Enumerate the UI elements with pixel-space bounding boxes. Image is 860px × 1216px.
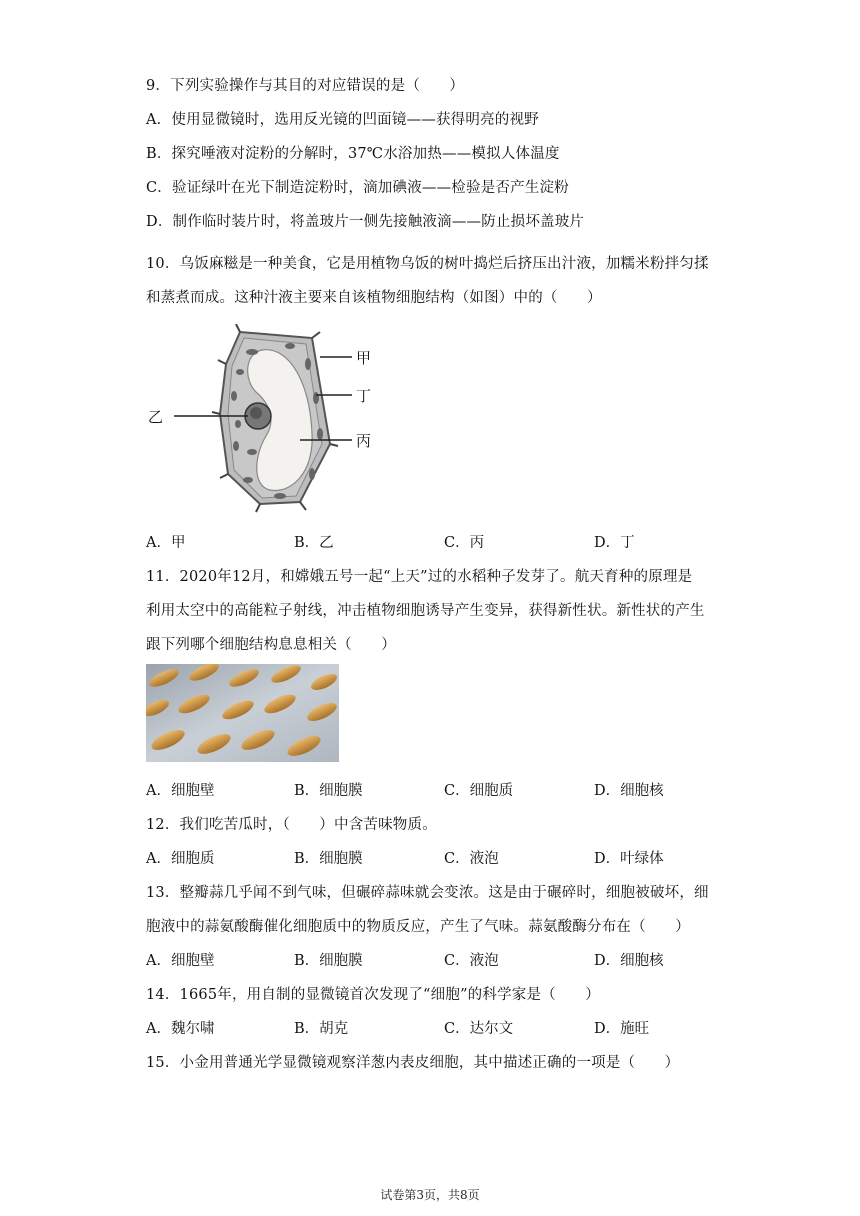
q12-option-a: A．细胞质 (146, 851, 215, 867)
q11-option-a: A．细胞壁 (146, 783, 215, 799)
q10-option-b: B．乙 (294, 535, 334, 551)
label-ding: 丁 (356, 387, 372, 405)
q11-stem-line-1: 11．2020年12月，和嫦娥五号一起“上天”过的水稻种子发芽了。航天育种的原理是 (146, 569, 693, 585)
q9-option-b: B．探究唾液对淀粉的分解时，37℃水浴加热——模拟人体温度 (146, 146, 560, 162)
label-yi: 乙 (148, 408, 164, 426)
q15-stem: 15．小金用普通光学显微镜观察洋葱内表皮细胞，其中描述正确的一项是（ ） (146, 1055, 680, 1071)
q13-stem-line-2: 胞液中的蒜氨酸酶催化细胞质中的物质反应，产生了气味。蒜氨酸酶分布在（ ） (146, 919, 690, 935)
q13-option-a: A．细胞壁 (146, 953, 215, 969)
q10-stem-line-2: 和蒸煮而成。这种汁液主要来自该植物细胞结构（如图）中的（ ） (146, 290, 602, 306)
rice-seeds-photo (146, 664, 339, 762)
q11-stem-line-2: 利用太空中的高能粒子射线，冲击植物细胞诱导产生变异，获得新性状。新性状的产生 (146, 603, 705, 619)
q13-option-c: C．液泡 (444, 953, 499, 969)
q11-option-b: B．细胞膜 (294, 783, 363, 799)
q12-stem: 12．我们吃苦瓜时，（ ）中含苦味物质。 (146, 817, 437, 833)
q9-option-d: D．制作临时装片时，将盖玻片一侧先接触液滴——防止损坏盖玻片 (146, 214, 585, 230)
plant-cell-diagram (140, 324, 390, 514)
q11-option-c: C．细胞质 (444, 783, 514, 799)
q12-option-b: B．细胞膜 (294, 851, 363, 867)
q14-option-a: A．魏尔啸 (146, 1021, 215, 1037)
q9-option-a: A．使用显微镜时，选用反光镜的凹面镜——获得明亮的视野 (146, 112, 539, 128)
q11-option-d: D．细胞核 (594, 783, 664, 799)
q10-option-a: A．甲 (146, 535, 186, 551)
q13-option-d: D．细胞核 (594, 953, 664, 969)
q14-option-c: C．达尔文 (444, 1021, 514, 1037)
page-footer: 试卷第3页，共8页 (380, 1188, 480, 1202)
label-bing: 丙 (356, 432, 372, 450)
q13-option-b: B．细胞膜 (294, 953, 363, 969)
q10-option-c: C．丙 (444, 535, 485, 551)
q9-stem: 9．下列实验操作与其目的对应错误的是（ ） (146, 78, 465, 94)
label-jia: 甲 (356, 349, 372, 367)
q12-option-c: C．液泡 (444, 851, 499, 867)
q12-option-d: D．叶绿体 (594, 851, 664, 867)
q9-option-c: C．验证绿叶在光下制造淀粉时，滴加碘液——检验是否产生淀粉 (146, 180, 569, 196)
q10-stem-line-1: 10．乌饭麻糍是一种美食，它是用植物乌饭的树叶捣烂后挤压出汁液，加糯米粉拌匀揉 (146, 256, 709, 272)
q14-option-d: D．施旺 (594, 1021, 650, 1037)
q13-stem-line-1: 13．整瓣蒜几乎闻不到气味，但碾碎蒜味就会变浓。这是由于碾碎时，细胞被破坏，细 (146, 885, 709, 901)
q14-stem: 14．1665年，用自制的显微镜首次发现了“细胞”的科学家是（ ） (146, 987, 600, 1003)
q14-option-b: B．胡克 (294, 1021, 349, 1037)
q10-option-d: D．丁 (594, 535, 635, 551)
q11-stem-line-3: 跟下列哪个细胞结构息息相关（ ） (146, 637, 396, 653)
